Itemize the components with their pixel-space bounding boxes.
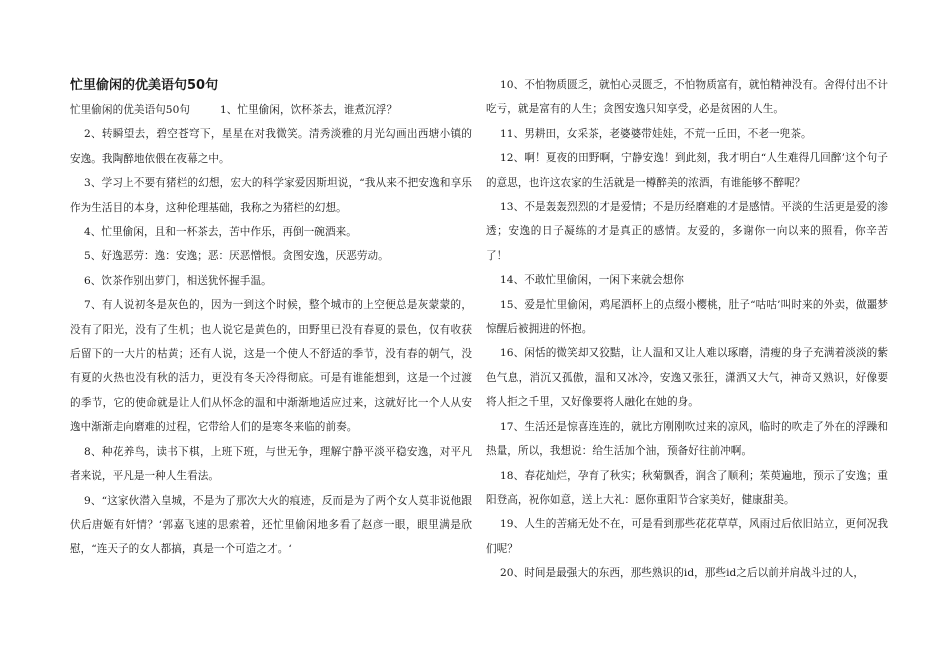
paragraph-19: 19、人生的苦痛无处不在，可是看到那些花花草草，风雨过后依旧站立，更何况我们呢？ bbox=[486, 518, 888, 555]
paragraph-10: 10、不怕物质匮乏，就怕心灵匮乏，不怕物质富有，就怕精神没有。舍得付出不计吃亏，就是富有的人生；贪图安逸只知享受，必是贫困的人生。 bbox=[486, 79, 888, 116]
paragraph-17: 17、生活还是惊喜连连的，就比方刚刚吹过来的凉风，临时的吹走了外在的浮躁和热量，所以，我想说：给生活加个油，预备好往前冲啊。 bbox=[486, 420, 888, 458]
paragraph-6: 6、饮茶作别出萝门，相送犹怀握手温。 bbox=[84, 274, 272, 287]
paragraph-2: 2、转瞬望去，碧空苍穹下，星星在对我微笑。清秀淡雅的月光勾画出西塘小镇的安逸。我陶醉地依偎在夜幕之中。 bbox=[70, 128, 472, 165]
paragraph-15: 15、爱是忙里偷闲，鸡尾酒杯上的点缀小樱桃，肚子“咕咕’叫时来的外卖，做噩梦惊醒后被拥进的怀抱。 bbox=[486, 298, 888, 336]
paragraph-7: 7、有人说初冬是灰色的，因为一到这个时候，整个城市的上空便总是灰蒙蒙的，没有了阳光，没有了生机；也人说它是黄色的，田野里已没有春夏的景色，仅有收获后留下的一大片的枯黄；还有人说，这是一个使人不舒适的季节，没有春的朝气，没有夏的火热也没有秋的活力，更没有冬天冷得彻底。可是有谁能想到，这是一个过渡的季节，它的使命就是让人们从怀念的温和中渐渐地适应过来，这就好比一个人从安逸中渐渐走向磨难的过程，它带给人们的是寒冬来临的前奏。 bbox=[70, 299, 472, 434]
paragraph-12: 12、啊！夏夜的田野啊，宁静安逸！到此刻，我才明白“人生难得几回醉’这个句子的意思，也许这农家的生活就是一樽醉美的浓酒，有谁能够不醉呢？ bbox=[486, 152, 888, 189]
paragraph-5: 5、好逸恶劳：逸：安逸；恶：厌恶憎恨。贪图安逸，厌恶劳动。 bbox=[84, 250, 389, 263]
paragraph-20: 20、时间是最强大的东西，那些熟识的id，那些id之后以前并肩战斗过的人， bbox=[500, 567, 865, 580]
paragraph-1-text: 1、忙里偷闲，饮杯茶去，谁煮沉浮？ bbox=[220, 104, 398, 116]
paragraph-16: 16、闲恬的微笑却又狡黠，让人温和又让人难以琢磨，清瘦的身子充满着淡淡的紫色气息，消沉又孤傲，温和又冰冷，安逸又张狂，潇洒又大气，神奇又熟识，好像要将人拒之千里，又好像要将人融化在她的身。 bbox=[486, 347, 888, 409]
paragraph-9: 9、“这家伙潜入皇城，不是为了那次大火的痕迹，反而是为了两个女人莫非说他跟伏后唐姬有奸情？‘郭嘉飞速的思索着，还忙里偷闲地多看了赵彦一眼，眼里满是欣慰，“连天子的女人都搞，真是一个可造之才。‘ bbox=[70, 494, 472, 556]
paragraph-14: 14、不敢忙里偷闲，一闲下来就会想你 bbox=[500, 274, 684, 287]
right-column-body bbox=[486, 73, 888, 586]
left-column-body bbox=[70, 98, 472, 562]
paragraph-13: 13、不是轰轰烈烈的才是爱情；不是历经磨难的才是感情。平淡的生活更是爱的渗透；安逸的日子凝练的才是真正的感情。友爱的，多谢你一向以来的照看，你辛苦了！ bbox=[486, 201, 888, 262]
document-title: 忙里偷闲的优美语句50句 bbox=[70, 78, 219, 93]
paragraph-8: 8、种花养鸟，读书下棋，上班下班，与世无争，理解宁静平淡平稳安逸，对平凡者来说，平凡是一种人生看法。 bbox=[70, 445, 472, 483]
paragraph-3: 3、学习上不要有猪栏的幻想，宏大的科学家爱因斯坦说，“我从来不把安逸和享乐作为生活目的本身，这种伦理基础，我称之为猪栏的幻想。 bbox=[70, 177, 472, 214]
paragraph-1 bbox=[70, 98, 472, 122]
lead-label: 忙里偷闲的优美语句50句 bbox=[70, 104, 191, 116]
paragraph-11: 11、男耕田，女采茶，老婆婆带娃娃，不荒一丘田，不老一兜茶。 bbox=[500, 127, 812, 140]
paragraph-4: 4、忙里偷闲，且和一杯茶去，苦中作乐，再倒一碗酒来。 bbox=[84, 226, 357, 239]
paragraph-18: 18、春花灿烂，孕育了秋实；秋菊飘香，润含了顺利；茱萸遍地，预示了安逸；重阳登高，祝你如意，送上大礼：愿你重阳节合家美好，健康甜美。 bbox=[486, 469, 888, 506]
